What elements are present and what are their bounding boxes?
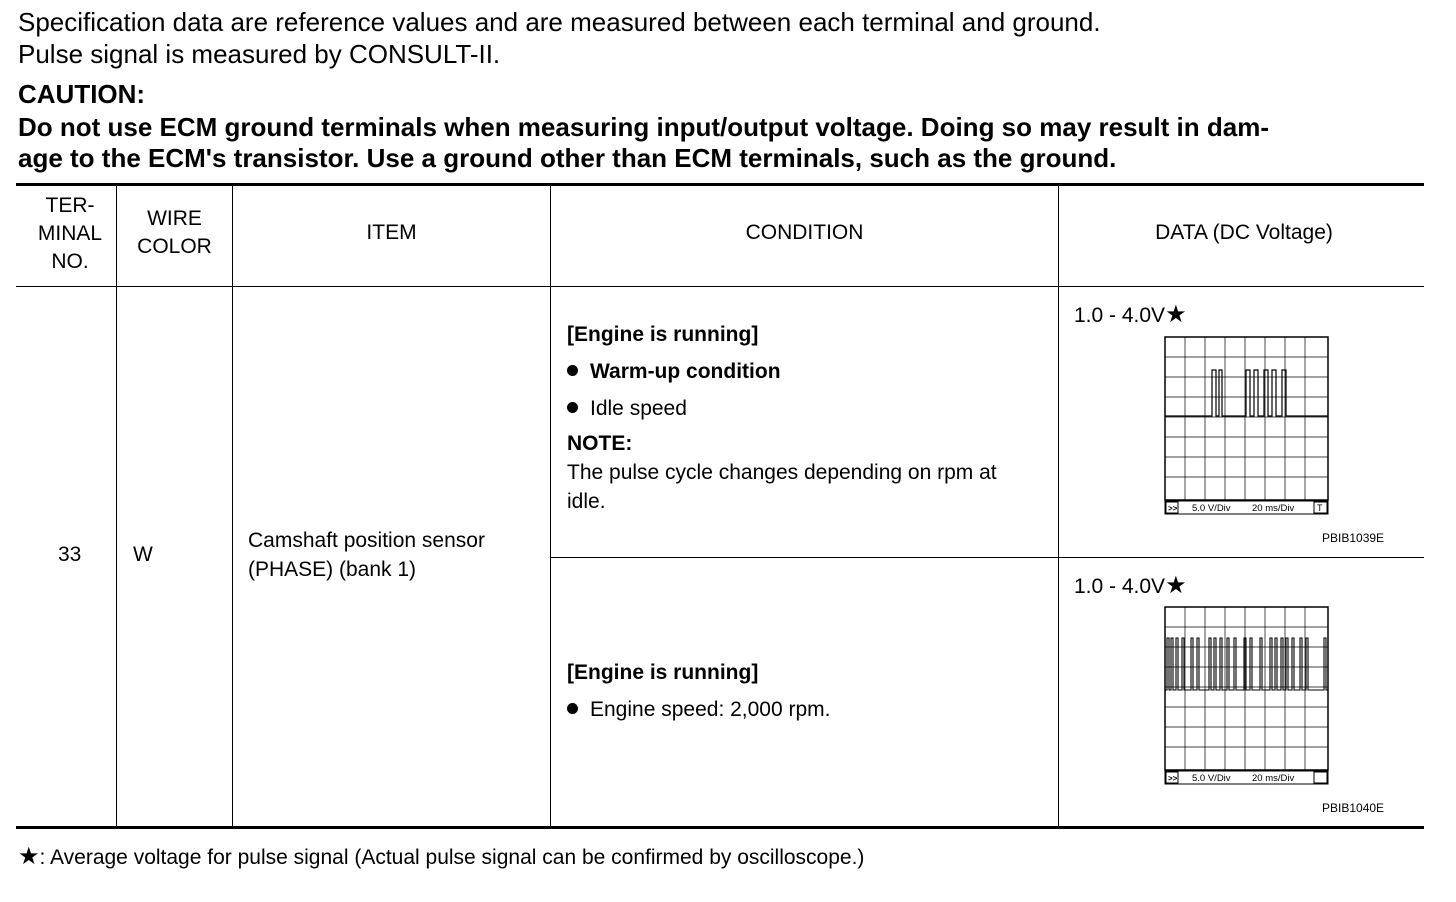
condition-bullet (567, 357, 997, 386)
header-terminal-line: MINAL (37, 222, 103, 245)
wire-color-cell: W (133, 543, 153, 566)
scope-volts-label: 5.0 V/Div (1192, 773, 1231, 784)
figure-id-2: PBIB1040E (1322, 801, 1385, 815)
item-line: Camshaft position sensor (248, 529, 485, 552)
oscilloscope-2 (1164, 606, 1330, 786)
condition-bullet-text: Warm-up condition (590, 360, 781, 383)
header-terminal-no (20, 192, 120, 276)
star-icon: ★ (1165, 572, 1187, 599)
header-data: DATA (DC Voltage) (1155, 221, 1333, 244)
caution-line-2: age to the ECM's transistor. Use a ground other than ECM terminals, such as the ground. (18, 143, 1117, 173)
condition-heading: [Engine is running] (567, 323, 759, 346)
caution-line-1: Do not use ECM ground terminals when measuring input/output voltage. Doing so may result in dam- (18, 112, 1269, 142)
star-icon: ★ (18, 843, 40, 870)
svg-text:>>: >> (1168, 774, 1178, 783)
condition-heading: [Engine is running] (567, 661, 759, 684)
intro-line-2: Pulse signal is measured by CONSULT-II. (18, 39, 501, 69)
star-icon: ★ (1165, 301, 1187, 328)
note-heading: NOTE: (567, 432, 633, 455)
col-divider-3 (550, 186, 551, 826)
header-wire-color (117, 205, 232, 261)
bullet-dot-icon (567, 365, 578, 376)
condition-bullet (567, 695, 831, 724)
condition-1 (567, 320, 997, 516)
scope-mode-label: T (1317, 503, 1323, 513)
bullet-dot-icon (567, 402, 578, 413)
intro-line-1: Specification data are reference values and are measured between each terminal and ground. (18, 7, 1101, 37)
data-value-text: 1.0 - 4.0V (1074, 575, 1166, 598)
condition-2 (567, 658, 831, 724)
header-rule (16, 286, 1424, 287)
header-terminal-line: NO. (51, 250, 89, 273)
condition-divider (550, 557, 1424, 558)
col-divider-1 (116, 186, 117, 826)
table-top-rule (16, 183, 1424, 186)
header-condition: CONDITION (745, 221, 864, 244)
caution-heading: CAUTION: (18, 79, 146, 109)
item-cell (248, 526, 485, 584)
data-value-text: 1.0 - 4.0V (1074, 304, 1166, 327)
scope-volts-label: 5.0 V/Div (1192, 503, 1231, 514)
header-wire-line: COLOR (137, 235, 212, 258)
col-divider-4 (1058, 186, 1059, 826)
bullet-dot-icon (567, 703, 578, 714)
data-value-2 (1074, 571, 1187, 600)
condition-bullet (567, 394, 997, 423)
terminal-no-cell: 33 (58, 543, 82, 566)
figure-id-1: PBIB1039E (1322, 531, 1385, 545)
note-text: The pulse cycle changes depending on rpm at (567, 461, 997, 484)
data-value-1 (1074, 300, 1187, 329)
footnote (18, 842, 864, 871)
footnote-text: : Average voltage for pulse signal (Actual pulse signal can be confirmed by oscilloscope.) (39, 846, 865, 869)
scope-time-label: 20 ms/Div (1252, 503, 1295, 514)
oscilloscope-1 (1164, 336, 1330, 516)
header-item: ITEM (366, 221, 417, 244)
col-divider-2 (232, 186, 233, 826)
condition-bullet-text: Engine speed: 2,000 rpm. (590, 698, 831, 721)
header-terminal-line: TER- (45, 194, 95, 217)
table-bottom-rule (16, 826, 1424, 829)
item-line: (PHASE) (bank 1) (248, 558, 417, 581)
header-wire-line: WIRE (147, 207, 202, 230)
scope-time-label: 20 ms/Div (1252, 773, 1295, 784)
note-text: idle. (567, 490, 606, 513)
svg-text:>>: >> (1168, 504, 1178, 513)
condition-bullet-text: Idle speed (590, 397, 687, 420)
